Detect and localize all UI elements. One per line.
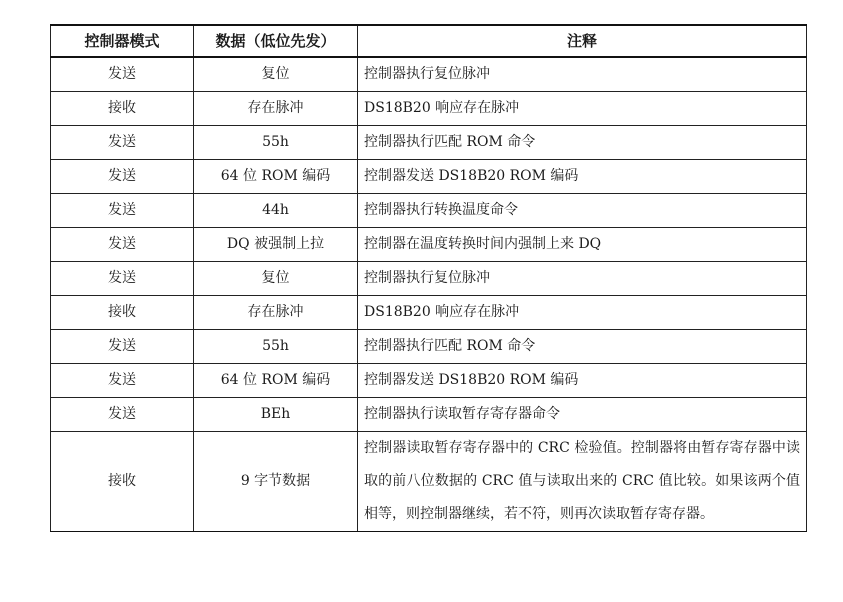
table-row [51, 432, 807, 532]
cell-mode: 发送 [51, 57, 194, 92]
cell-note: 控制器执行复位脉冲 [358, 262, 807, 296]
cell-mode: 发送 [51, 262, 194, 296]
table-row [51, 296, 807, 330]
table-row [51, 160, 807, 194]
cell-mode: 发送 [51, 398, 194, 432]
cell-data: 存在脉冲 [194, 296, 358, 330]
cell-mode: 发送 [51, 228, 194, 262]
table-row [51, 330, 807, 364]
cell-data: 存在脉冲 [194, 92, 358, 126]
cell-note: 控制器读取暂存寄存器中的 CRC 检验值。控制器将由暂存寄存器中读取的前八位数据的 CRC 值与读取出来的 CRC 值比较。如果该两个值相等，则控制器继续，若不符，则再次读取暂存寄存器。 [358, 432, 807, 532]
cell-note: 控制器执行匹配 ROM 命令 [358, 126, 807, 160]
cell-data: BEh [194, 398, 358, 432]
table-row [51, 398, 807, 432]
cell-note: DS18B20 响应存在脉冲 [358, 92, 807, 126]
cell-mode: 接收 [51, 92, 194, 126]
table-row [51, 92, 807, 126]
table-row [51, 262, 807, 296]
cell-note: 控制器发送 DS18B20 ROM 编码 [358, 160, 807, 194]
cell-note: 控制器执行转换温度命令 [358, 194, 807, 228]
cell-mode: 发送 [51, 194, 194, 228]
table-row [51, 228, 807, 262]
cell-data: 复位 [194, 262, 358, 296]
cell-data: 64 位 ROM 编码 [194, 160, 358, 194]
table-row [51, 126, 807, 160]
cell-mode: 接收 [51, 296, 194, 330]
cell-mode: 发送 [51, 126, 194, 160]
cell-mode: 发送 [51, 330, 194, 364]
header-mode: 控制器模式 [51, 25, 194, 57]
table-row [51, 194, 807, 228]
cell-note: 控制器发送 DS18B20 ROM 编码 [358, 364, 807, 398]
cell-data: 55h [194, 330, 358, 364]
cell-mode: 发送 [51, 364, 194, 398]
cell-note: 控制器执行匹配 ROM 命令 [358, 330, 807, 364]
header-data: 数据（低位先发） [194, 25, 358, 57]
cell-data: 复位 [194, 57, 358, 92]
cell-note: DS18B20 响应存在脉冲 [358, 296, 807, 330]
cell-mode: 接收 [51, 432, 194, 532]
header-row [51, 25, 807, 57]
cell-note: 控制器在温度转换时间内强制上来 DQ [358, 228, 807, 262]
header-note: 注释 [358, 25, 807, 57]
cell-data: DQ 被强制上拉 [194, 228, 358, 262]
cell-note: 控制器执行读取暂存寄存器命令 [358, 398, 807, 432]
cell-mode: 发送 [51, 160, 194, 194]
table-row [51, 364, 807, 398]
command-table [50, 24, 807, 532]
cell-data: 55h [194, 126, 358, 160]
cell-data: 64 位 ROM 编码 [194, 364, 358, 398]
cell-data: 44h [194, 194, 358, 228]
cell-data: 9 字节数据 [194, 432, 358, 532]
table-row [51, 57, 807, 92]
cell-note: 控制器执行复位脉冲 [358, 57, 807, 92]
